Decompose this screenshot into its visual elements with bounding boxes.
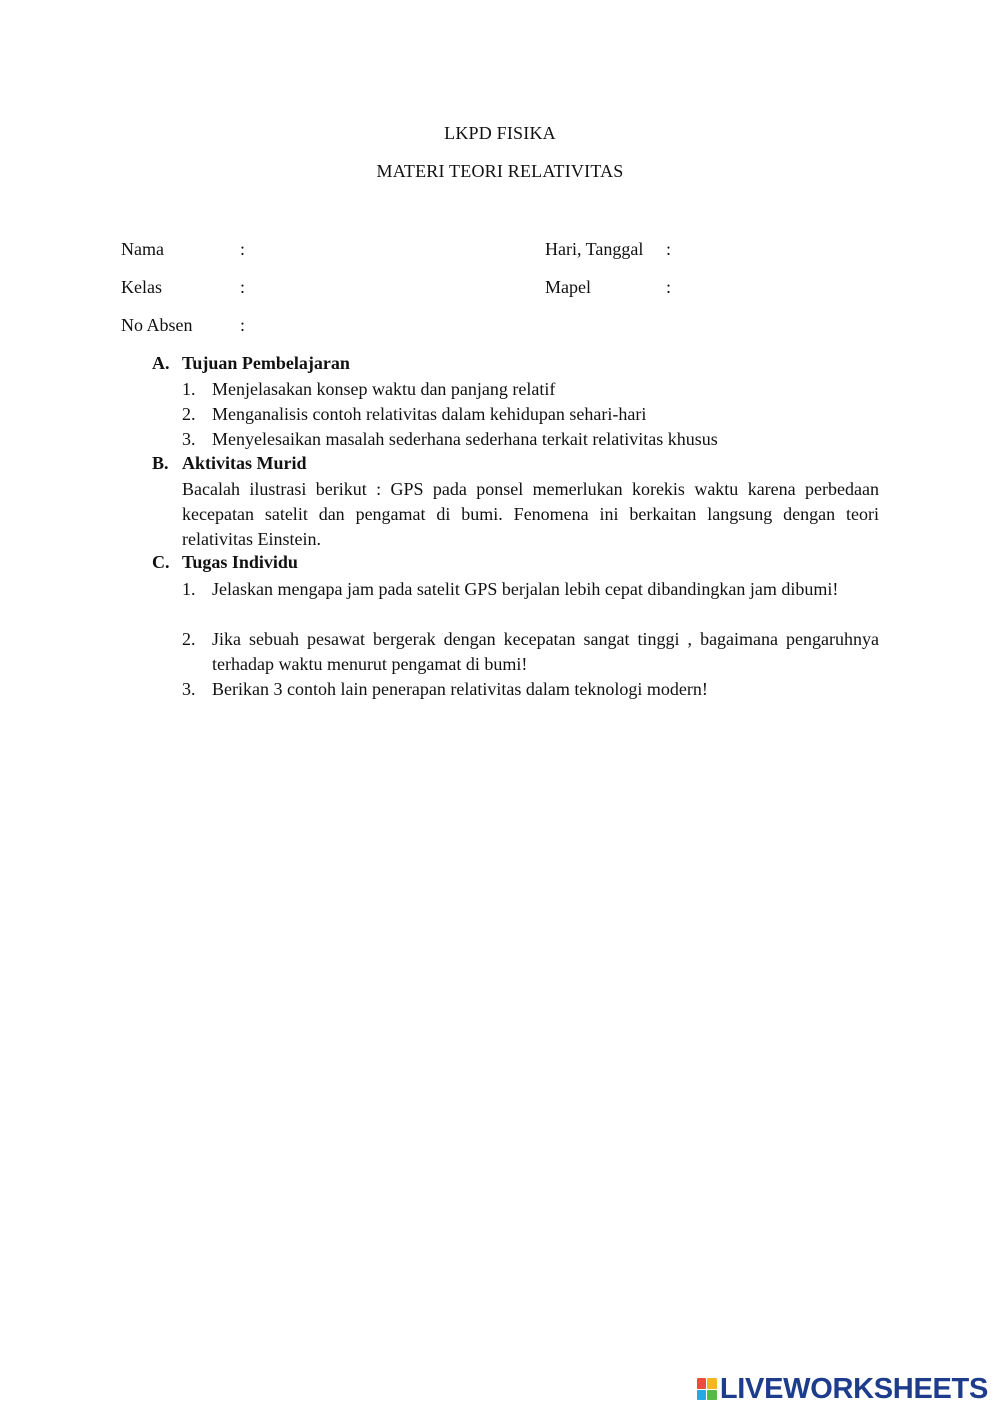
liveworksheets-brand	[697, 1374, 988, 1404]
field-colon: :	[666, 239, 672, 259]
item-number: 3.	[182, 429, 196, 449]
section-title: Aktivitas Murid	[182, 453, 307, 473]
item-text: Menjelasakan konsep waktu dan panjang relatif	[212, 379, 556, 399]
field-label-mapel: Mapel	[545, 277, 591, 297]
task-item	[182, 627, 879, 677]
field-colon: :	[240, 239, 246, 259]
item-number: 1.	[182, 379, 196, 399]
item-number: 2.	[182, 404, 196, 424]
item-number: 3.	[182, 679, 196, 699]
liveworksheets-logo-icon	[697, 1378, 717, 1400]
list-item	[182, 427, 879, 452]
item-number: 1.	[182, 579, 196, 599]
item-text: Menyelesaikan masalah sederhana sederhana terkait relativitas khusus	[212, 429, 718, 449]
section-b-heading	[152, 453, 307, 474]
logo-square-icon	[707, 1390, 717, 1401]
document-subtitle: MATERI TEORI RELATIVITAS	[376, 161, 624, 181]
field-colon: :	[666, 277, 672, 297]
list-item	[182, 377, 879, 402]
logo-square-icon	[697, 1378, 707, 1389]
task-item	[182, 577, 879, 602]
item-text: Berikan 3 contoh lain penerapan relativitas dalam teknologi modern!	[212, 679, 708, 699]
field-label-no-absen: No Absen	[121, 315, 193, 335]
item-number: 2.	[182, 629, 196, 649]
section-a-heading	[152, 353, 350, 374]
field-label-nama: Nama	[121, 239, 164, 259]
activity-paragraph: Bacalah ilustrasi berikut : GPS pada ponsel memerlukan korekis waktu karena perbedaan kecepatan satelit dan pengamat di bumi. Fenomena ini berkaitan langsung dengan teori relativitas Einstein.	[182, 479, 879, 549]
section-letter: A.	[152, 353, 170, 373]
section-letter: B.	[152, 453, 169, 473]
item-text: Jika sebuah pesawat bergerak dengan kecepatan sangat tinggi , bagaimana pengaruhnya terhadap waktu menurut pengamat di bumi!	[212, 629, 879, 674]
task-item	[182, 677, 879, 702]
item-text: Jelaskan mengapa jam pada satelit GPS berjalan lebih cepat dibandingkan jam dibumi!	[212, 579, 839, 599]
field-colon: :	[240, 315, 246, 335]
list-item	[182, 402, 879, 427]
section-letter: C.	[152, 552, 170, 572]
item-text: Menganalisis contoh relativitas dalam kehidupan sehari-hari	[212, 404, 647, 424]
section-title: Tugas Individu	[182, 552, 298, 572]
brand-name: LIVEWORKSHEETS	[719, 1372, 988, 1405]
field-colon: :	[240, 277, 246, 297]
field-label-hari-tanggal: Hari, Tanggal	[545, 239, 644, 259]
field-label-kelas: Kelas	[121, 277, 162, 297]
document-title: LKPD FISIKA	[444, 123, 556, 143]
section-c-heading	[152, 552, 298, 573]
logo-square-icon	[707, 1378, 717, 1389]
section-title: Tujuan Pembelajaran	[182, 353, 350, 373]
logo-square-icon	[697, 1390, 707, 1401]
